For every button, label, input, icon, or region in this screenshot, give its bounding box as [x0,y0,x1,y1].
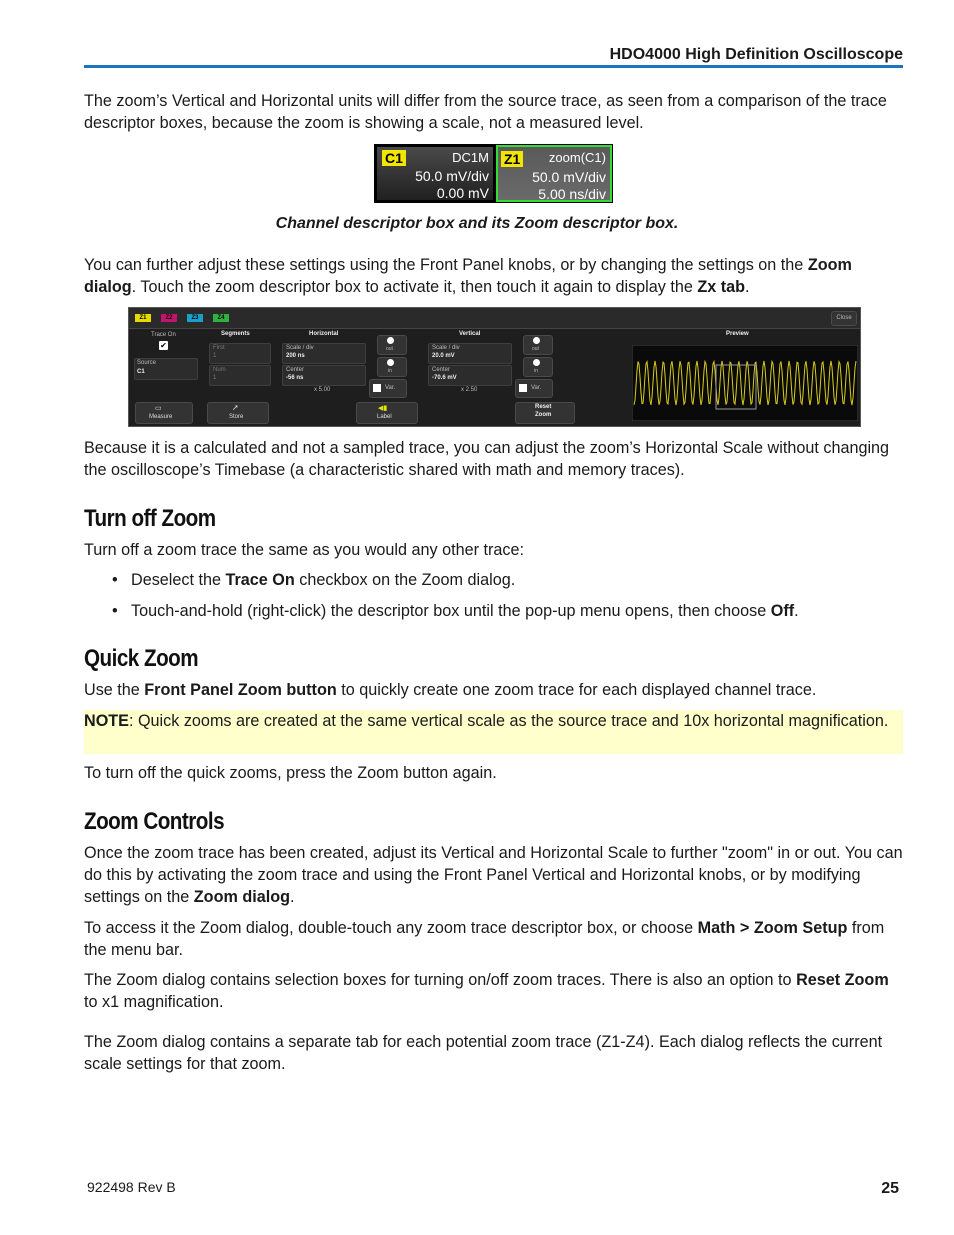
zoom-descriptor-box[interactable] [496,145,612,202]
vertical-heading: Vertical [459,331,481,337]
store-label: Store [229,414,244,420]
preview-heading: Preview [726,331,749,337]
h-var-checkbox[interactable] [373,384,381,392]
h-in-label: in [388,368,392,374]
h-zoom-factor: x 5.00 [314,387,331,393]
heading-turn-off-zoom: Turn off Zoom [84,505,216,532]
descriptor-figure [374,144,613,203]
h-scale-value: 200 ns [286,353,305,359]
page-number: 25 [881,1180,899,1197]
label-icon: ◀▮ [378,405,388,412]
bullet-icon: • [112,602,118,620]
v-scale-value: 20.0 mV [432,353,455,359]
horizontal-heading: Horizontal [309,331,339,337]
heading-quick-zoom: Quick Zoom [84,645,199,672]
tabs-paragraph: The Zoom dialog contains a separate tab for each potential zoom trace (Z1-Z4). Each dialog reflects the current scale settings for that zoom. [84,1033,883,1073]
zoom-out-icon [533,337,540,344]
h-center-value: -56 ns [286,375,304,381]
calculated-paragraph: Because it is a calculated and not a sampled trace, you can adjust the zoom’s Horizontal Scale without changing the oscilloscope’s Timebase (a characteristic shared with math and memory traces). [84,439,890,479]
v-var-checkbox[interactable] [519,384,527,392]
v-in-label: in [534,368,538,374]
zoom-dialog-figure [128,307,861,427]
v-center-value: -70.6 mV [432,375,457,381]
c1-scale: 50.0 mV/div [415,168,489,184]
header-rule [84,65,903,68]
figure-caption: Channel descriptor box and its Zoom descriptor box. [275,215,679,232]
reset-label: Reset [535,404,552,410]
v-var-label: Var. [531,385,542,391]
adjust-paragraph: You can further adjust these settings using the Front Panel knobs, or by changing the settings on the Zoom dialog. Touch the zoom descriptor box to activate it, then touch it again to display the Zx tab. [84,256,852,296]
c1-tag: C1 [382,150,406,166]
measure-button[interactable] [135,402,193,424]
doc-number: 922498 Rev B [87,1179,176,1195]
controls-paragraph: Once the zoom trace has been created, adjust its Vertical and Horizontal Scale to further "zoom" in or out. You can do this by activating the zoom trace and using the Front Panel Vertical and Horizontal knobs, or by modifying settings on the Zoom dialog. [84,844,903,906]
source-label: Source [137,360,157,366]
tab-z3[interactable]: Z3 [187,314,203,322]
heading-zoom-controls: Zoom Controls [84,808,225,835]
source-value: C1 [137,369,145,375]
store-icon: ➚ [232,403,239,412]
z1-tag: Z1 [501,151,523,167]
measure-label: Measure [149,414,173,420]
h-out-label: out [386,346,393,352]
v-zoom-factor: x 2.50 [461,387,478,393]
v-out-label: out [532,346,539,352]
reset-zoom-label: Zoom [535,412,552,418]
note-text: NOTE: Quick zooms are created at the same vertical scale as the source trace and 10x horizontal magnification. [84,712,889,730]
first-label: First [213,345,225,351]
access-paragraph: To access it the Zoom dialog, double-touch any zoom trace descriptor box, or choose Math > Zoom Setup from the menu bar. [84,919,885,959]
h-scale-label: Scale / div [286,345,314,351]
channel-descriptor-box[interactable] [377,147,493,200]
selection-paragraph: The Zoom dialog contains selection boxes for turning on/off zoom traces. There is also an option to Reset Zoom to x1 magnification. [84,971,889,1011]
turn-off-paragraph: Turn off a zoom trace the same as you would any other trace: [84,541,524,559]
bullet-icon: • [112,571,118,589]
z1-hscale: 5.00 ns/div [538,186,606,202]
first-value: 1 [213,353,217,359]
v-center-label: Center [432,367,451,373]
h-var-label: Var. [385,385,396,391]
segments-heading: Segments [221,331,250,337]
tab-z2[interactable]: Z2 [161,314,177,322]
preview-waveform [632,345,858,421]
tab-z4[interactable]: Z4 [213,314,229,322]
v-scale-label: Scale / div [432,345,460,351]
trace-on-label: Trace On [151,332,176,338]
c1-coupling: DC1M [452,150,489,165]
trace-on-checkbox[interactable]: ✔ [160,341,167,350]
zoom-out-icon [387,337,394,344]
running-header: HDO4000 High Definition Oscilloscope [609,46,903,63]
z1-vscale: 50.0 mV/div [532,169,606,185]
quick-zoom-paragraph: Use the Front Panel Zoom button to quickly create one zoom trace for each displayed channel trace. [84,681,817,699]
c1-offset: 0.00 mV [436,185,489,201]
intro-paragraph: The zoom’s Vertical and Horizontal units will differ from the source trace, as seen from a comparison of the trace descriptor boxes, because the zoom is showing a scale, not a measured level. [84,92,887,132]
zoom-in-icon [387,359,394,366]
num-label: Num [213,367,226,373]
tab-z1[interactable]: Z1 [135,314,151,322]
zoom-in-icon [533,359,540,366]
z1-name: zoom(C1) [548,150,606,165]
num-value: 1 [213,375,217,381]
quick-off-paragraph: To turn off the quick zooms, press the Zoom button again. [84,764,497,782]
h-center-label: Center [286,367,305,373]
label-label: Label [377,414,392,420]
measure-icon: ▭ [155,405,162,412]
close-button[interactable]: Close [831,311,857,326]
